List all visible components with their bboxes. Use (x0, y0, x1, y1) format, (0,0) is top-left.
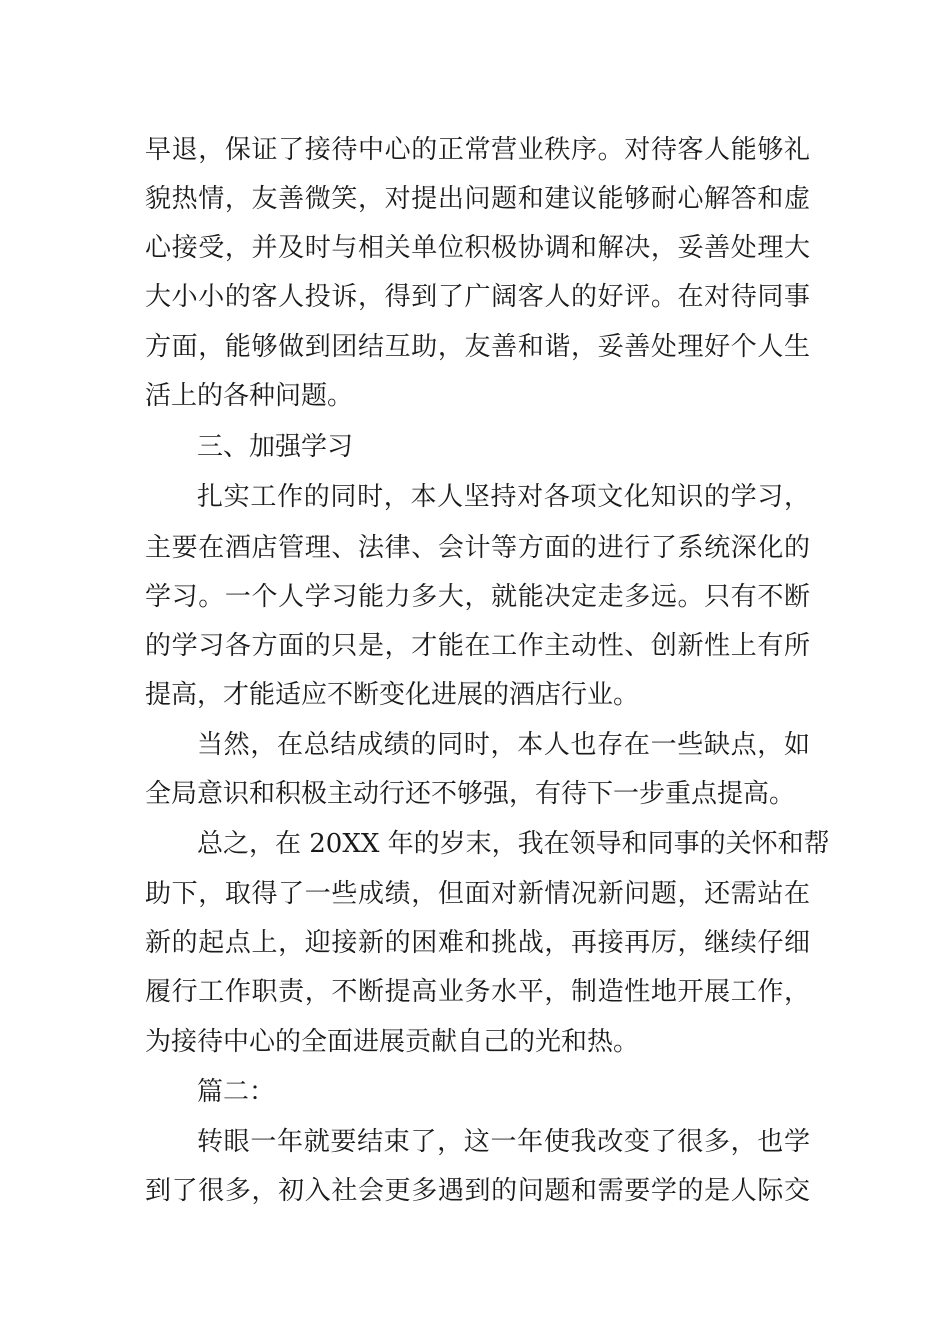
paragraph-line: 活上的各种问题。 (145, 381, 354, 411)
paragraph-line: 主要在酒店管理、法律、会计等方面的进行了系统深化的 (145, 533, 810, 563)
paragraph-line: 貌热情，友善微笑，对提出问题和建议能够耐心解答和虚 (145, 184, 810, 214)
paragraph-line: 助下，取得了一些成绩，但面对新情况新问题，还需站在 (145, 879, 810, 909)
paragraph-line: 扎实工作的同时，本人坚持对各项文化知识的学习， (197, 482, 810, 512)
paragraph-line: 总之，在 20XX 年的岁末，我在领导和同事的关怀和帮 (197, 829, 830, 859)
paragraph-line: 大小小的客人投诉，得到了广阔客人的好评。在对待同事 (145, 282, 810, 312)
paragraph-line: 早退，保证了接待中心的正常营业秩序。对待客人能够礼 (145, 135, 810, 165)
paragraph-line: 当然，在总结成绩的同时，本人也存在一些缺点，如 (197, 730, 810, 760)
part-heading: 篇二： (197, 1077, 276, 1107)
paragraph-line: 提高，才能适应不断变化进展的酒店行业。 (145, 680, 640, 710)
paragraph-line: 转眼一年就要结束了，这一年使我改变了很多，也学 (197, 1127, 810, 1157)
paragraph-line: 的学习各方面的只是，才能在工作主动性、创新性上有所 (145, 631, 810, 661)
paragraph-line: 到了很多，初入社会更多遇到的问题和需要学的是人际交 (145, 1176, 810, 1206)
paragraph-line: 心接受，并及时与相关单位积极协调和解决，妥善处理大 (145, 233, 810, 263)
paragraph-line: 全局意识和积极主动行还不够强，有待下一步重点提高。 (145, 779, 796, 809)
paragraph-line: 履行工作职责，不断提高业务水平，制造性地开展工作， (145, 977, 810, 1007)
section-heading: 三、加强学习 (197, 432, 354, 462)
paragraph-line: 方面，能够做到团结互助，友善和谐，妥善处理好个人生 (145, 332, 810, 362)
paragraph-line: 新的起点上，迎接新的困难和挑战，再接再厉，继续仔细 (145, 928, 810, 958)
paragraph-line: 为接待中心的全面进展贡献自己的光和热。 (145, 1027, 640, 1057)
paragraph-line: 学习。一个人学习能力多大，就能决定走多远。只有不断 (145, 582, 810, 612)
